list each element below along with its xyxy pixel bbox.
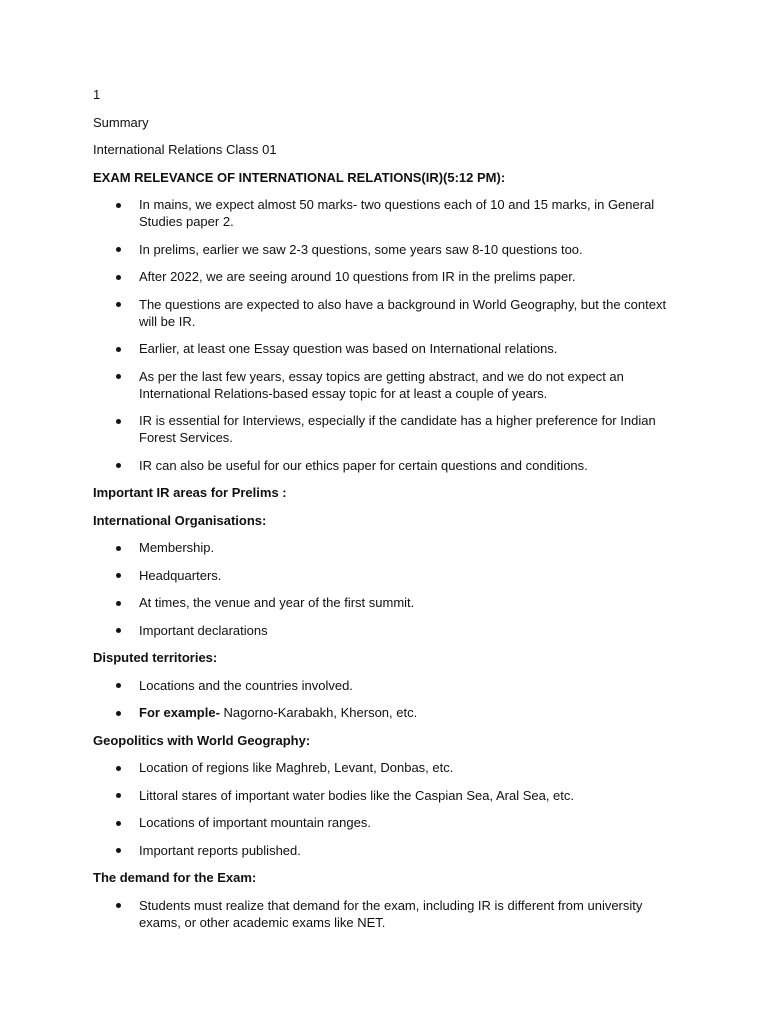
bullet-text: As per the last few years, essay topics are getting abstract, and we do not expect an International Relations-based essay topic for at least a couple of years. (139, 368, 624, 401)
class-title: International Relations Class 01 (93, 142, 277, 157)
bullet-dot-icon (116, 546, 121, 551)
section-heading: The demand for the Exam: (93, 870, 257, 885)
bullet-dot-icon (116, 766, 121, 771)
list-item (93, 704, 673, 721)
bullet-text: Locations of important mountain ranges. (139, 815, 371, 830)
bullet-dot-icon (116, 203, 121, 208)
list-item (93, 622, 673, 639)
section-heading: Disputed territories: (93, 650, 218, 665)
bullet-bold-prefix: For example- (139, 705, 220, 720)
section-heading: Geopolitics with World Geography: (93, 732, 311, 748)
list-item (93, 594, 673, 611)
bullet-dot-icon (116, 628, 121, 633)
bullet-dot-icon (116, 793, 121, 798)
bullet-dot-icon (116, 275, 121, 280)
bullet-text: In prelims, earlier we saw 2-3 questions, some years saw 8-10 questions too. (139, 241, 583, 257)
bullet-dot-icon (116, 374, 121, 379)
bullet-list (93, 759, 673, 859)
bullet-text: Littoral stares of important water bodies like the Caspian Sea, Aral Sea, etc. (139, 787, 575, 803)
bullet-text: Membership. (139, 540, 215, 555)
document-content (93, 86, 673, 941)
bullet-dot-icon (116, 848, 121, 853)
list-item (93, 196, 673, 230)
list-item (93, 677, 673, 694)
list-item (93, 457, 673, 474)
list-item (93, 567, 673, 584)
list-item (93, 241, 673, 258)
bullet-text: IR can also be useful for our ethics paper for certain questions and conditions. (139, 457, 588, 473)
bullet-text: In mains, we expect almost 50 marks- two questions each of 10 and 15 marks, in General Studies paper 2. (139, 197, 655, 229)
bullet-list (93, 677, 673, 722)
bullet-text: The questions are expected to also have a background in World Geography, but the context will be IR. (139, 296, 667, 329)
bullet-dot-icon (116, 419, 121, 424)
bullet-text: Students must realize that demand for the exam, including IR is different from university exams, or other academic exams like NET. (139, 897, 643, 930)
bullet-dot-icon (116, 683, 121, 688)
bullet-text: Locations and the countries involved. (139, 677, 353, 693)
bullet-dot-icon (116, 347, 121, 352)
bullet-text: Important declarations (139, 622, 268, 638)
bullet-text: IR is essential for Interviews, especially if the candidate has a higher preference for Indian Forest Services. (139, 413, 656, 445)
sections-container (93, 169, 673, 931)
list-item (93, 340, 673, 357)
bullet-text: Headquarters. (139, 567, 222, 583)
list-item (93, 368, 673, 402)
list-item (93, 296, 673, 330)
section-heading: International Organisations: (93, 512, 267, 528)
bullet-dot-icon (116, 302, 121, 307)
list-item (93, 842, 673, 859)
list-item (93, 759, 673, 776)
bullet-dot-icon (116, 903, 121, 908)
bullet-text: After 2022, we are seeing around 10 questions from IR in the prelims paper. (139, 269, 576, 284)
list-item (93, 897, 673, 931)
section-heading: Important IR areas for Prelims : (93, 485, 287, 500)
page-number: 1 (93, 87, 101, 102)
bullet-text: Earlier, at least one Essay question was based on International relations. (139, 341, 558, 356)
bullet-dot-icon (116, 711, 121, 716)
list-item (93, 539, 673, 556)
bullet-list (93, 897, 673, 931)
bullet-text: Important reports published. (139, 842, 301, 858)
bullet-list (93, 539, 673, 639)
bullet-text: Nagorno-Karabakh, Kherson, etc. (219, 705, 418, 720)
list-item (93, 412, 673, 446)
bullet-dot-icon (116, 463, 121, 468)
summary-label: Summary (93, 114, 149, 130)
bullet-list (93, 196, 673, 474)
bullet-dot-icon (116, 247, 121, 252)
bullet-dot-icon (116, 601, 121, 606)
bullet-text: At times, the venue and year of the first summit. (139, 595, 415, 610)
bullet-dot-icon (116, 821, 121, 826)
bullet-text: Location of regions like Maghreb, Levant, Donbas, etc. (139, 760, 454, 775)
list-item (93, 814, 673, 831)
list-item (93, 787, 673, 804)
list-item (93, 268, 673, 285)
bullet-dot-icon (116, 573, 121, 578)
section-heading: EXAM RELEVANCE OF INTERNATIONAL RELATIONS(IR)(5:12 PM): (93, 169, 506, 185)
